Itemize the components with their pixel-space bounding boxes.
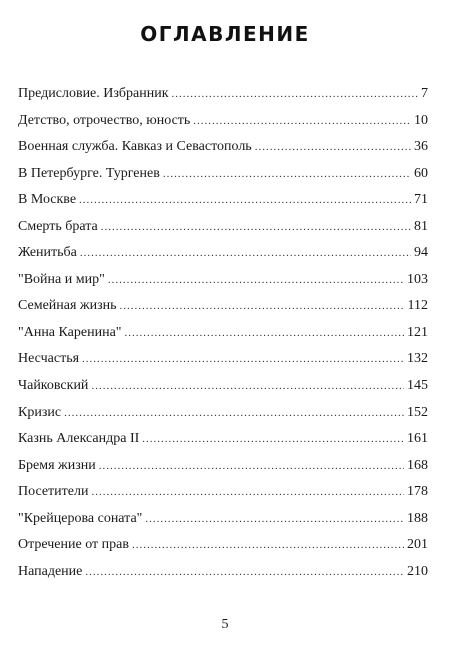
toc-entry-title: Детство, отрочество, юность [18,112,191,128]
toc-entry-title: Предисловие. Избранник [18,86,169,101]
toc-entry-page: 81 [414,218,428,234]
toc-leader-dots [132,539,404,551]
table-of-contents [18,86,428,590]
toc-entry [18,458,428,485]
toc-entry [18,351,428,378]
toc-entry [18,298,428,325]
toc-entry-title: "Война и мир" [18,271,105,287]
toc-entry-title: "Крейцерова соната" [18,510,143,526]
toc-entry [18,86,428,113]
toc-entry [18,245,428,272]
toc-entry-title: "Анна Каренина" [18,324,122,340]
toc-entry-title: Чайковский [18,378,89,394]
toc-entry [18,166,428,193]
toc-leader-dots [64,407,404,419]
toc-entry-page: 188 [407,510,428,526]
toc-entry-page: 10 [414,112,428,128]
toc-leader-dots [91,486,404,498]
toc-entry [18,511,428,538]
toc-entry [18,405,428,432]
toc-leader-dots [142,433,404,445]
toc-entry [18,484,428,511]
toc-entry [18,378,428,405]
contents-heading: ОГЛАВЛЕНИЕ [140,22,310,46]
toc-entry-page: 168 [407,457,428,473]
toc-entry-title: Женитьба [18,245,77,261]
toc-entry-title: Смерть брата [18,218,98,234]
page-number: 5 [221,617,229,632]
toc-entry-title: Нападение [18,563,83,579]
toc-entry-title: Посетители [18,484,89,500]
toc-entry [18,272,428,299]
toc-leader-dots [163,168,411,180]
toc-entry-page: 132 [407,351,428,367]
toc-entry-title: Военная служба. Кавказ и Севастополь [18,139,252,155]
toc-leader-dots [99,460,404,472]
toc-entry-title: В Петербурге. Тургенев [18,165,160,181]
toc-entry-title: В Москве [18,192,77,208]
toc-entry-title: Несчастья [18,351,80,367]
toc-entry-title: Семейная жизнь [18,298,117,314]
toc-entry [18,431,428,458]
toc-leader-dots [125,327,404,339]
toc-entry-page: 103 [407,271,428,287]
toc-leader-dots [172,88,418,100]
toc-entry-page: 112 [407,298,428,314]
toc-entry-page: 36 [414,139,428,155]
toc-entry-title: Кризис [18,404,62,420]
toc-entry [18,139,428,166]
toc-leader-dots [79,194,411,206]
toc-entry-title: Бремя жизни [18,457,96,473]
toc-leader-dots [108,274,404,286]
toc-leader-dots [193,115,411,127]
toc-leader-dots [145,513,404,525]
toc-entry [18,564,428,591]
toc-entry [18,537,428,564]
toc-entry [18,325,428,352]
toc-leader-dots [255,141,411,153]
toc-leader-dots [91,380,404,392]
toc-entry-title: Казнь Александра II [18,431,140,447]
toc-entry-page: 7 [421,86,428,101]
toc-entry-page: 178 [407,484,428,500]
toc-entry-page: 145 [407,378,428,394]
toc-entry-page: 201 [407,537,428,553]
toc-leader-dots [101,221,411,233]
toc-entry-page: 210 [407,563,428,579]
toc-entry-page: 71 [414,192,428,208]
toc-leader-dots [82,353,404,365]
toc-entry-title: Отречение от прав [18,537,129,553]
toc-entry [18,113,428,140]
toc-entry-page: 161 [407,431,428,447]
toc-entry [18,219,428,246]
toc-entry [18,192,428,219]
toc-entry-page: 121 [407,324,428,340]
toc-leader-dots [85,566,404,578]
toc-leader-dots [80,247,411,259]
toc-entry-page: 60 [414,165,428,181]
toc-entry-page: 152 [407,404,428,420]
toc-entry-page: 94 [414,245,428,261]
toc-leader-dots [120,300,405,312]
